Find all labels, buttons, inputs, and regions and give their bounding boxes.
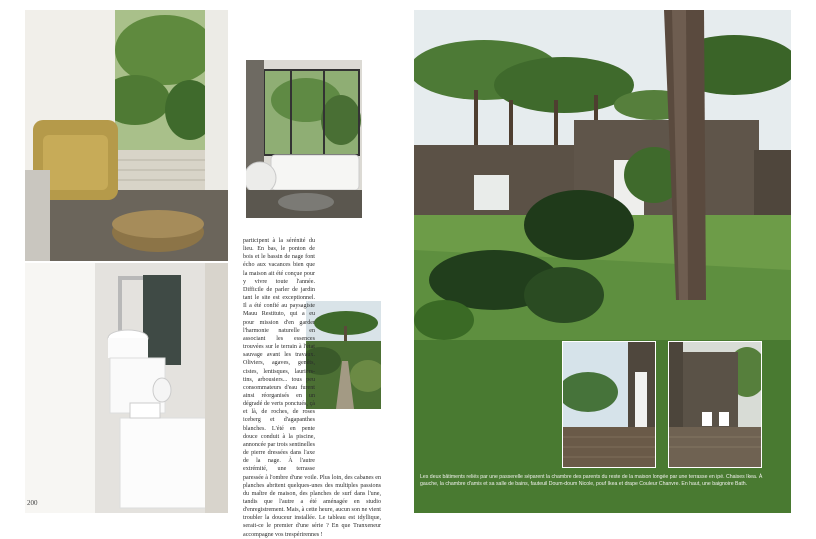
article-body-text	[243, 237, 381, 539]
bathtub-photo	[246, 60, 362, 218]
page-number: 200	[27, 499, 38, 507]
terrace-inset-photo	[668, 341, 762, 468]
image-wrap-spacer	[315, 299, 381, 473]
photo-caption: Les deux bâtiments reliés par une passerelle séparent la chambre des parents du reste de la maison longée par une terrasse en ipé. Chaises Ikea. À gauche, la chambre d'amis et sa salle de bains, fauteuil Doum-doum Nicole, pouf Ikea et drape Couleur Chanvre. En haut, une baignoire Bath.	[420, 474, 763, 487]
washbasin-photo	[25, 263, 228, 513]
walkway-inset-photo	[562, 341, 656, 468]
article-body: participent à la sérénité du lieu. En bas, le ponton de bois et le bassin de nage font écho aux vacances bien que la maison ait été conçue pour y vivre toute l'année. Difficile de parler de jardin tant le site est exceptionnel. Il a été confié au paysagiste Mauu Restituto, qui a eu pour mission d'en garder l'harmonie naturelle en associant les essences trouvées sur le terrain à l'état sauvage avant les travaux. Oliviers, agaves, genêts, cistes, lentisques, lauriers-tins, arbousiers... tous peu consommateurs d'eau furent ainsi réorganisés en un dégradé de verts ponctués, çà et là, de roches, de roses iceberg et d'agapanthes blanches. L'été en pente douce conduit à la piscine, annoncée par trois sentinelles de pierre dressées dans l'axe de la nage. À l'autre extrémité, une terrasse paressée à l'ombre d'une voile. Plus loin, des cabanes en planches abritent quelques-unes des multiples passions du maître de maison, des planches de surf dans l'une, tandis que l'autre a été aménagée en studio d'enregistrement. Mais, à cette heure, aucun son ne vient troubler la douceur installée. Le tableau est idyllique, serait-ce le premier d'une série ? En que Tranxeneur accompagne vos trespérirennes !	[243, 238, 381, 538]
living-room-photo	[25, 10, 228, 261]
